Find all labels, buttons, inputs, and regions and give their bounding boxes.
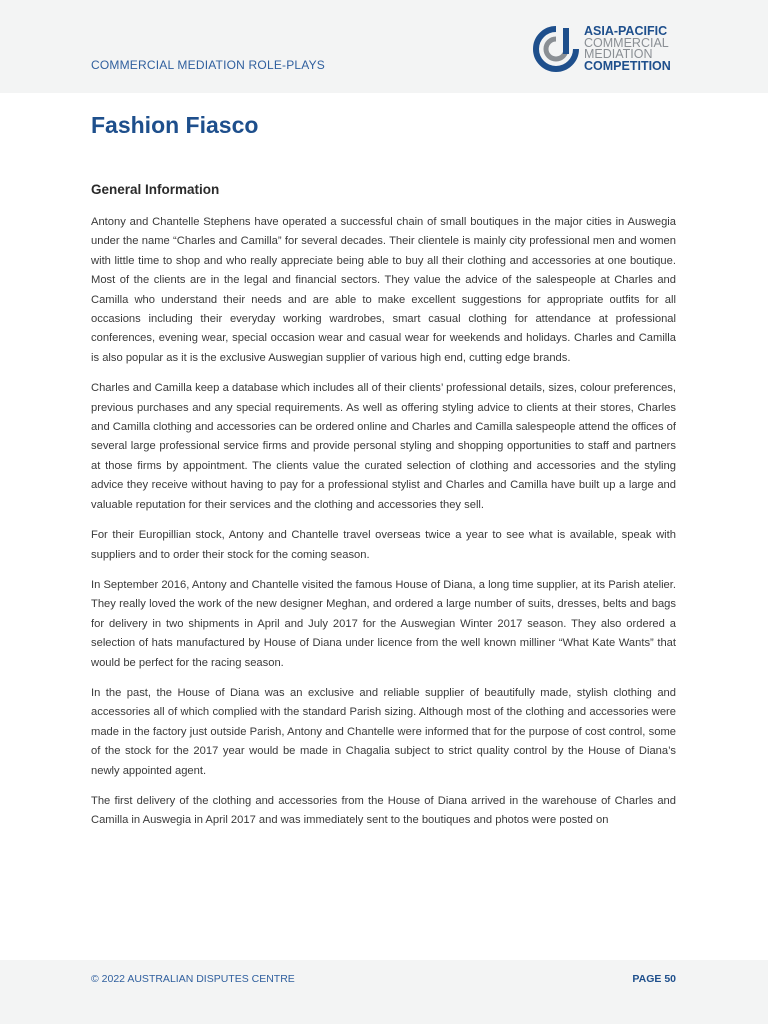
header-section-label: COMMERCIAL MEDIATION ROLE-PLAYS (91, 58, 326, 72)
paragraph-2: Charles and Camilla keep a database which includes all of their clients’ professional details, sizes, colour preferences, previous purchases and any special requirements. As well as offering styling advice to clients at their stores, Charles and Camilla clothing and accessories can be ordered online and Charles and Camilla salespeople attend the offices of several large professional service firms and provide personal styling and shopping opportunities to staff and partners at those firms by appointment. The clients value the curated selection of clothing and accessories and the styling advice they receive without having to pay for a professional stylist and Charles and Camilla have built up a large and valuable reputation for their services and the clothing and accessories they sell. (91, 382, 676, 511)
paragraph-4: In September 2016, Antony and Chantelle visited the famous House of Diana, a long time supplier, at its Parish atelier. They really loved the work of the new designer Meghan, and ordered a large number of suits, dresses, belts and bags for delivery in two shipments in April and July 2017 for the Auswegian Winter 2017 season. They also ordered a selection of hats manufactured by House of Diana under licence from the well known milliner “What Kate Wants” that would be perfect for the racing season. (91, 578, 676, 669)
logo-mark-icon (532, 25, 580, 73)
page-number: PAGE 50 (632, 973, 676, 985)
logo-wordmark (584, 26, 671, 72)
competition-logo (532, 25, 682, 75)
footer-copyright: © 2022 AUSTRALIAN DISPUTES CENTRE (91, 973, 295, 985)
logo-line-mediation: MEDIATION (584, 47, 653, 61)
logo-line-competition: COMPETITION (584, 58, 671, 73)
logo-line-asia-pacific: ASIA-PACIFIC (584, 24, 668, 38)
document-title: Fashion Fiasco (91, 112, 259, 138)
paragraph-6: The first delivery of the clothing and accessories from the House of Diana arrived in the warehouse of Charles and Camilla in Auswegia in April 2017 and was immediately sent to the boutiques and photos were posted on (91, 794, 676, 827)
paragraph-3: For their Europillian stock, Antony and Chantelle travel overseas twice a year to see what is available, speak with suppliers and to order their stock for the coming season. (91, 529, 676, 561)
paragraph-5: In the past, the House of Diana was an exclusive and reliable supplier of beautifully made, stylish clothing and accessories all of which complied with the standard Parish sizing. Although most of the clothing and accessories were made in the factory just outside Parish, Antony and Chantelle were informed that for the purpose of cost control, some of the stock for the 2017 year would be made in Chagalia subject to strict quality control by the House of Diana’s newly appointed agent. (91, 686, 676, 777)
body-text (91, 213, 676, 883)
logo-line-commercial: COMMERCIAL (584, 35, 669, 50)
section-heading: General Information (91, 182, 220, 197)
footer-band (0, 960, 768, 1024)
paragraph-1: Antony and Chantelle Stephens have operated a successful chain of small boutiques in the major cities in Auswegia under the name “Charles and Camilla” for several decades. Their clientele is mainly city professional men and women with little time to shop and who really appreciate being able to buy all their clothing and accessories at one boutique. Most of the clients are in the legal and financial sectors. They value the advice of the salespeople at Charles and Camilla who understand their needs and are able to make excellent suggestions for appropriate outfits for all occasions including their everyday working wardrobes, smart casual clothing for attendance at professional conferences, evening wear, special occasion wear and casual wear for weekends and holidays. Charles and Camilla is also popular as it is the exclusive Auswegian supplier of various high end, cutting edge brands. (91, 216, 676, 364)
